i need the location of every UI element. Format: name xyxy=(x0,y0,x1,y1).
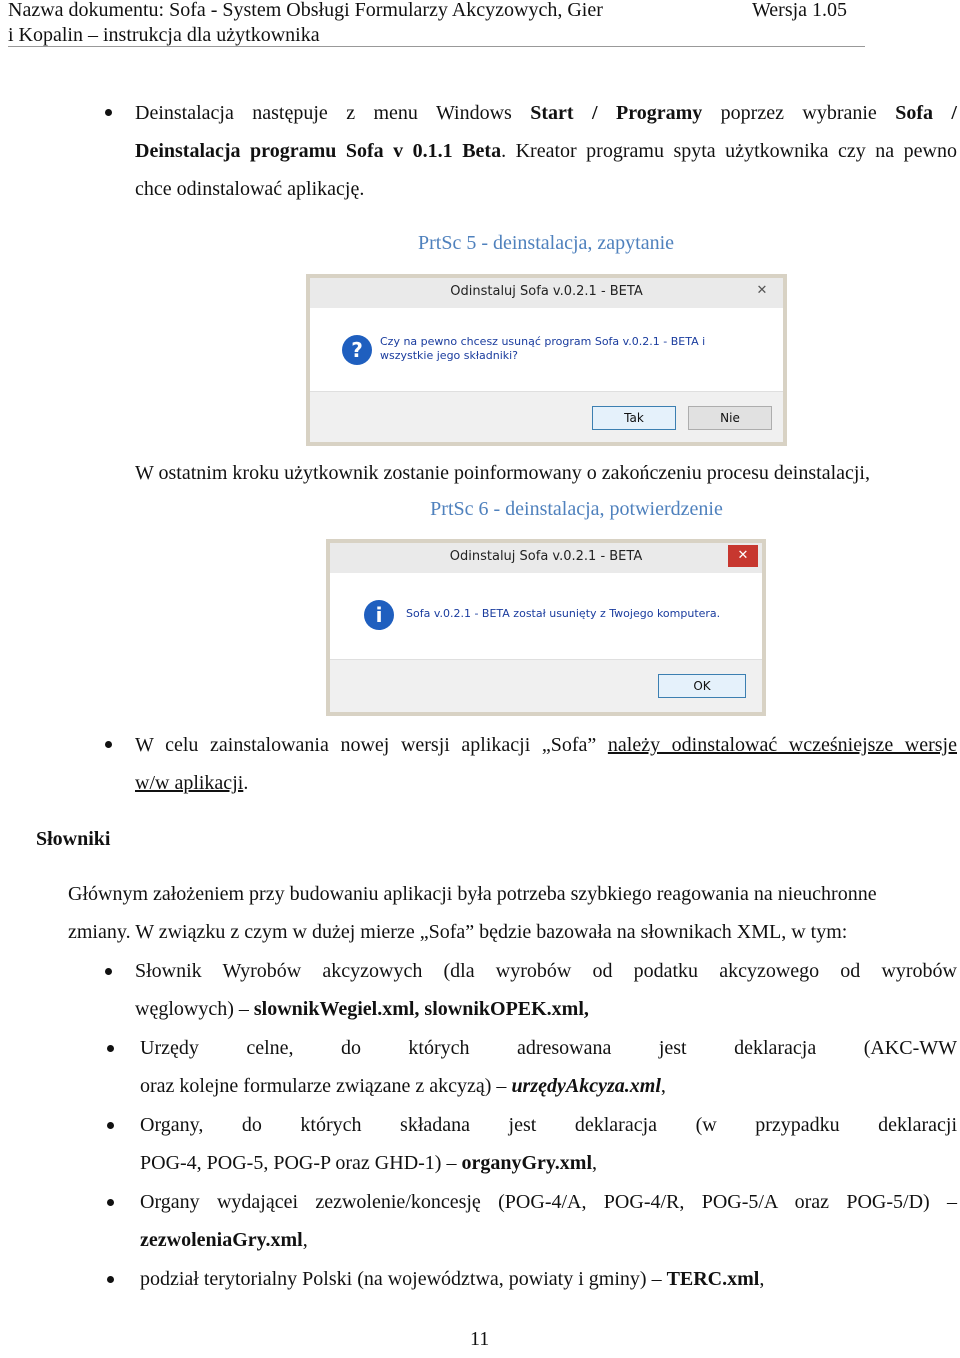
caption-prtsc5: PrtSc 5 - deinstalacja, zapytanie xyxy=(417,232,674,254)
file-name: slownikWegiel.xml, slownikOPEK.xml, xyxy=(253,998,589,1020)
dialog-message: Czy na pewno chcesz usunąć program Sofa v.0.2.1 - BETA i wszystkie jego składniki? xyxy=(380,335,706,362)
bullet-dot xyxy=(105,968,112,975)
bullet-dot xyxy=(107,1122,114,1129)
file-name: zezwoleniaGry.xml xyxy=(140,1229,303,1251)
no-button[interactable]: Nie xyxy=(688,406,772,430)
yes-button[interactable]: Tak xyxy=(592,406,676,430)
uninstall-confirm-dialog xyxy=(306,274,787,446)
doc-version: Wersja 1.05 xyxy=(752,0,848,21)
bullet1-line3: chce odinstalować aplikację. xyxy=(135,178,365,200)
list-item: Organy wydającei zezwolenie/koncesję (POG-4/A, POG-4/R, POG-5/A oraz POG-5/D) – xyxy=(140,1191,957,1213)
ok-button[interactable]: OK xyxy=(658,674,746,698)
list-item: Słownik Wyrobów akcyzowych (dla wyrobów od podatku akcyzowego od wyrobów xyxy=(135,960,957,982)
text: W celu zainstalowania nowej wersji aplikacji „Sofa” xyxy=(135,734,608,756)
list-item-cont: oraz kolejne formularze związane z akcyzą) – urzędyAkcyza.xml, xyxy=(140,1075,666,1097)
header-rule xyxy=(8,46,865,47)
paragraph-last-step: W ostatnim kroku użytkownik zostanie poinformowany o zakończeniu procesu deinstalacji, xyxy=(135,462,870,484)
list-item: Organy, do których składana jest deklaracja (w przypadku deklaracji xyxy=(140,1114,957,1136)
close-icon[interactable]: ✕ xyxy=(728,545,758,567)
file-name: organyGry.xml xyxy=(461,1152,593,1174)
menu-item: Sofa / xyxy=(895,102,957,124)
doc-name-line2: i Kopalin – instrukcja dla użytkownika xyxy=(8,24,320,46)
list-item: Urzędy celne, do których adresowana jest deklaracja (AKC-WW xyxy=(140,1037,957,1059)
uninstall-done-dialog xyxy=(326,539,766,716)
bullet-dot xyxy=(107,1045,114,1052)
underlined-note: należy odinstalować wcześniejsze wersje xyxy=(607,734,957,756)
menu-path: Start / Programy xyxy=(530,102,703,124)
menu-item-cont: Deinstalacja programu Sofa v 0.1.1 Beta xyxy=(135,140,502,162)
bullet-dot xyxy=(107,1276,114,1283)
page-number: 11 xyxy=(470,1328,490,1350)
bullet2-line2: w/w aplikacji. xyxy=(135,772,249,794)
dialog-titlebar xyxy=(310,278,783,308)
section-title-slowniki: Słowniki xyxy=(36,828,111,850)
intro-line1: Głównym założeniem przy budowaniu aplikacji była potrzeba szybkiego reagowania na nieuchronne xyxy=(68,883,877,905)
file-name: urzędyAkcyza.xml xyxy=(511,1075,661,1097)
dialog-title: Odinstaluj Sofa v.0.2.1 - BETA xyxy=(449,549,643,564)
question-icon: ? xyxy=(342,335,372,365)
bullet-dot xyxy=(107,1199,114,1206)
doc-name-line1: Nazwa dokumentu: Sofa - System Obsługi Formularzy Akcyzowych, Gier xyxy=(8,0,603,21)
text: . Kreator programu spyta użytkownika czy na pewno xyxy=(501,140,957,162)
text: poprzez wybranie xyxy=(702,102,896,124)
bullet-dot xyxy=(105,109,112,116)
info-icon: i xyxy=(364,600,394,630)
text: Deinstalacja następuje z menu Windows xyxy=(135,102,531,124)
dialog-message: Sofa v.0.2.1 - BETA został usunięty z Twojego komputera. xyxy=(406,607,721,620)
dialog-title: Odinstaluj Sofa v.0.2.1 - BETA xyxy=(450,284,643,299)
intro-line2: zmiany. W związku z czym w dużej mierze „Sofa” będzie bazowała na słownikach XML, w tym: xyxy=(68,921,848,943)
file-name: TERC.xml xyxy=(666,1268,760,1290)
caption-prtsc6: PrtSc 6 - deinstalacja, potwierdzenie xyxy=(430,498,723,520)
bullet-dot xyxy=(105,741,112,748)
list-item-cont: POG-4, POG-5, POG-P oraz GHD-1) – organyGry.xml, xyxy=(140,1152,598,1174)
bullet1-line2 xyxy=(135,132,957,170)
bullet-uninstall-instructions xyxy=(135,94,957,132)
list-item-cont: węglowych) – slownikWegiel.xml, slownikOPEK.xml, xyxy=(135,998,589,1020)
list-item: podział terytorialny Polski (na województwa, powiaty i gminy) – TERC.xml, xyxy=(140,1268,765,1290)
bullet-reinstall-note xyxy=(135,726,957,764)
list-item-cont: zezwoleniaGry.xml, xyxy=(140,1229,308,1251)
dialog-titlebar xyxy=(330,543,762,573)
close-icon[interactable]: ✕ xyxy=(756,283,768,298)
